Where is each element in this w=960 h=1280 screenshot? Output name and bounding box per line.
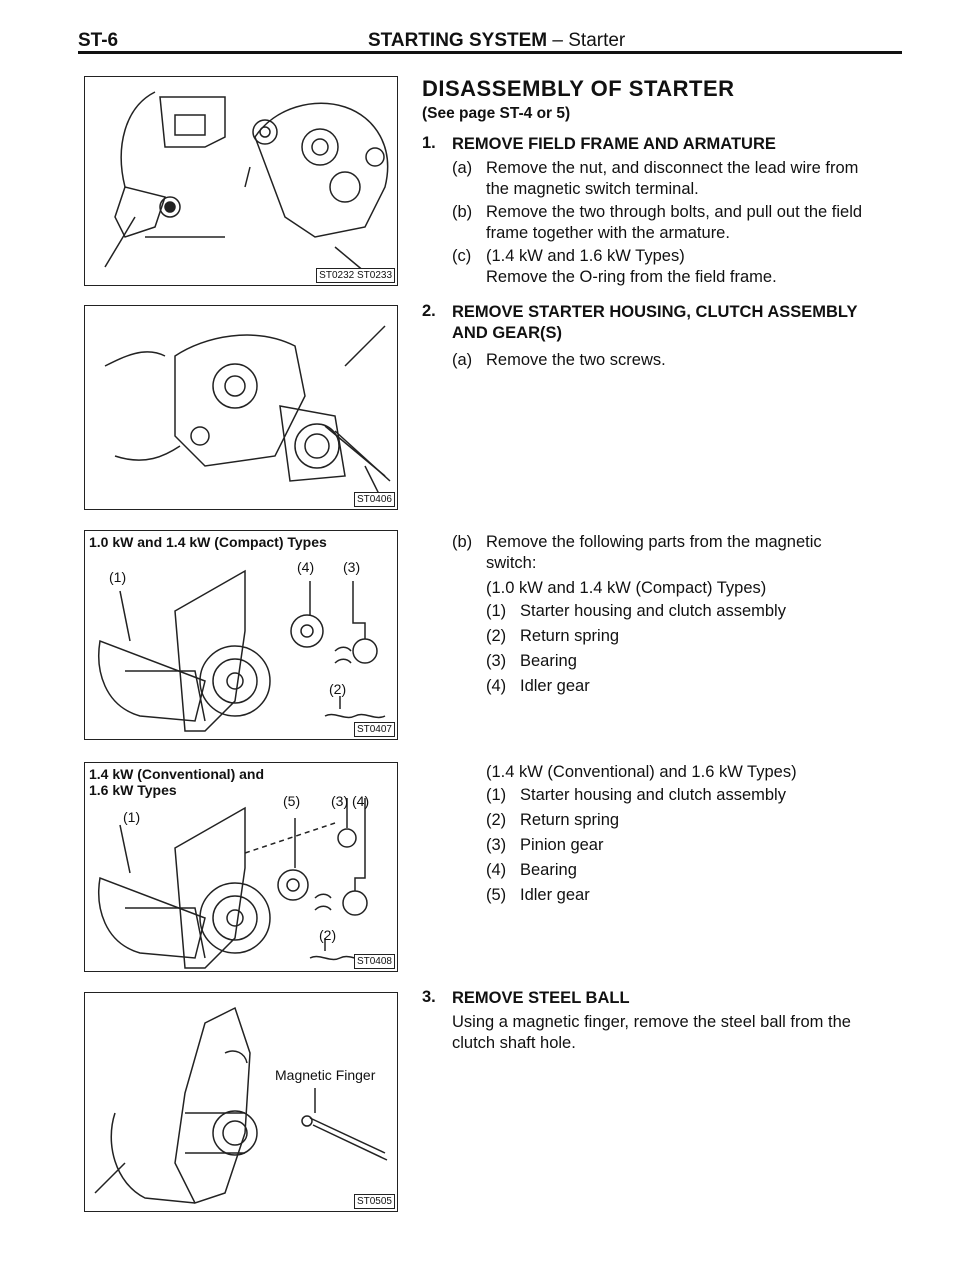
- item-number: (4): [486, 861, 507, 879]
- item-text: Starter housing and clutch assembly: [520, 786, 786, 804]
- sub-text: [486, 202, 906, 244]
- item-number: (1): [486, 602, 507, 620]
- header-section: – Starter: [552, 30, 626, 51]
- sub-number: (b): [452, 533, 473, 551]
- figure-code: ST0406: [354, 492, 395, 507]
- step-1b: [452, 202, 912, 246]
- sub-number: (a): [452, 351, 473, 369]
- figure-lead-wire-drawing: [85, 77, 398, 286]
- sub-number: (b): [452, 203, 473, 221]
- step-3-line: Using a magnetic finger, remove the steel ball from the: [452, 1013, 851, 1031]
- sub-line: frame together with the armature.: [486, 224, 730, 242]
- page-header: [78, 28, 902, 54]
- step-1c: [452, 246, 912, 290]
- figure-title-line1: 1.4 kW (Conventional) and: [89, 766, 265, 782]
- figure-code: ST0407: [354, 722, 395, 737]
- page-number: ST-6: [78, 30, 119, 51]
- item-number: (5): [486, 886, 507, 904]
- step-2a: [452, 350, 912, 372]
- magnetic-finger-label: Magnetic Finger: [275, 1067, 376, 1083]
- page-title: DISASSEMBLY OF STARTER: [422, 76, 735, 101]
- step-2b: [452, 532, 912, 576]
- sub-number: (c): [452, 247, 472, 265]
- callout-5: (5): [283, 793, 301, 809]
- step-number: 3.: [422, 988, 436, 1006]
- callout-2: (2): [319, 927, 337, 943]
- group1-heading: (1.0 kW and 1.4 kW (Compact) Types): [486, 579, 767, 597]
- step-1a: [452, 158, 912, 202]
- callout-4: (4): [297, 559, 315, 575]
- callout-3: (3): [343, 559, 361, 575]
- figure-code: ST0232 ST0233: [316, 268, 395, 283]
- step-2-heading: [422, 302, 912, 346]
- item-number: (4): [486, 677, 507, 695]
- figure-title-line2: 1.6 kW Types: [89, 782, 177, 798]
- figure-title: 1.0 kW and 1.4 kW (Compact) Types: [89, 534, 327, 550]
- callout-1: (1): [109, 569, 127, 585]
- step-1-heading: [422, 134, 912, 156]
- step-title-line: REMOVE STARTER HOUSING, CLUTCH ASSEMBLY: [452, 303, 858, 321]
- figure-remove-screws-drawing: [85, 306, 398, 510]
- sub-line: Remove the two through bolts, and pull out the field: [486, 203, 863, 221]
- sub-text: Remove the two screws.: [486, 351, 666, 369]
- step-title: REMOVE FIELD FRAME AND ARMATURE: [452, 135, 776, 153]
- step-3-text: [452, 1012, 912, 1054]
- header-title: [368, 30, 625, 52]
- item-text: Return spring: [520, 811, 620, 829]
- figure-magnetic-finger-drawing: [85, 993, 398, 1212]
- callout-2: (2): [329, 681, 347, 697]
- item-text: Pinion gear: [520, 836, 604, 854]
- item-text: Idler gear: [520, 886, 590, 904]
- figure-code: ST0505: [354, 1194, 395, 1209]
- figure-magnetic-finger: [84, 992, 398, 1212]
- item-text: Bearing: [520, 861, 577, 879]
- callout-1: (1): [123, 809, 141, 825]
- step-title: REMOVE STEEL BALL: [452, 989, 630, 1007]
- see-page-reference: (See page ST-4 or 5): [422, 105, 571, 122]
- step-number: 1.: [422, 134, 436, 152]
- item-number: (3): [486, 652, 507, 670]
- figure-conventional-types: [84, 762, 398, 972]
- figure-code: ST0408: [354, 954, 395, 969]
- sub-line: Remove the following parts from the magnetic: [486, 533, 822, 551]
- sub-number: (a): [452, 159, 473, 177]
- group2-heading: (1.4 kW (Conventional) and 1.6 kW Types): [486, 763, 797, 781]
- sub-line: (1.4 kW and 1.6 kW Types): [486, 247, 685, 265]
- step-3-line: clutch shaft hole.: [452, 1034, 576, 1052]
- sub-line: Remove the O-ring from the field frame.: [486, 268, 777, 286]
- item-text: Starter housing and clutch assembly: [520, 602, 786, 620]
- sub-text: [486, 158, 906, 200]
- item-text: Return spring: [520, 627, 620, 645]
- header-system: STARTING SYSTEM: [368, 30, 548, 51]
- sub-text: [486, 532, 906, 574]
- step-title: [452, 302, 912, 344]
- figure-lead-wire: [84, 76, 398, 286]
- callout-3-4: (3) (4): [331, 793, 370, 809]
- step-number: 2.: [422, 302, 436, 320]
- figure-compact-types: [84, 530, 398, 740]
- item-number: (2): [486, 627, 507, 645]
- figure-title: [89, 766, 264, 798]
- sub-line: the magnetic switch terminal.: [486, 180, 699, 198]
- sub-line: Remove the nut, and disconnect the lead wire from: [486, 159, 859, 177]
- sub-line: switch:: [486, 554, 537, 572]
- item-number: (1): [486, 786, 507, 804]
- figure-remove-screws: [84, 305, 398, 510]
- step-title-line: AND GEAR(S): [452, 324, 562, 342]
- sub-text: [486, 246, 906, 288]
- item-text: Idler gear: [520, 677, 590, 695]
- item-number: (2): [486, 811, 507, 829]
- item-text: Bearing: [520, 652, 577, 670]
- item-number: (3): [486, 836, 507, 854]
- step-3-heading: [422, 988, 912, 1010]
